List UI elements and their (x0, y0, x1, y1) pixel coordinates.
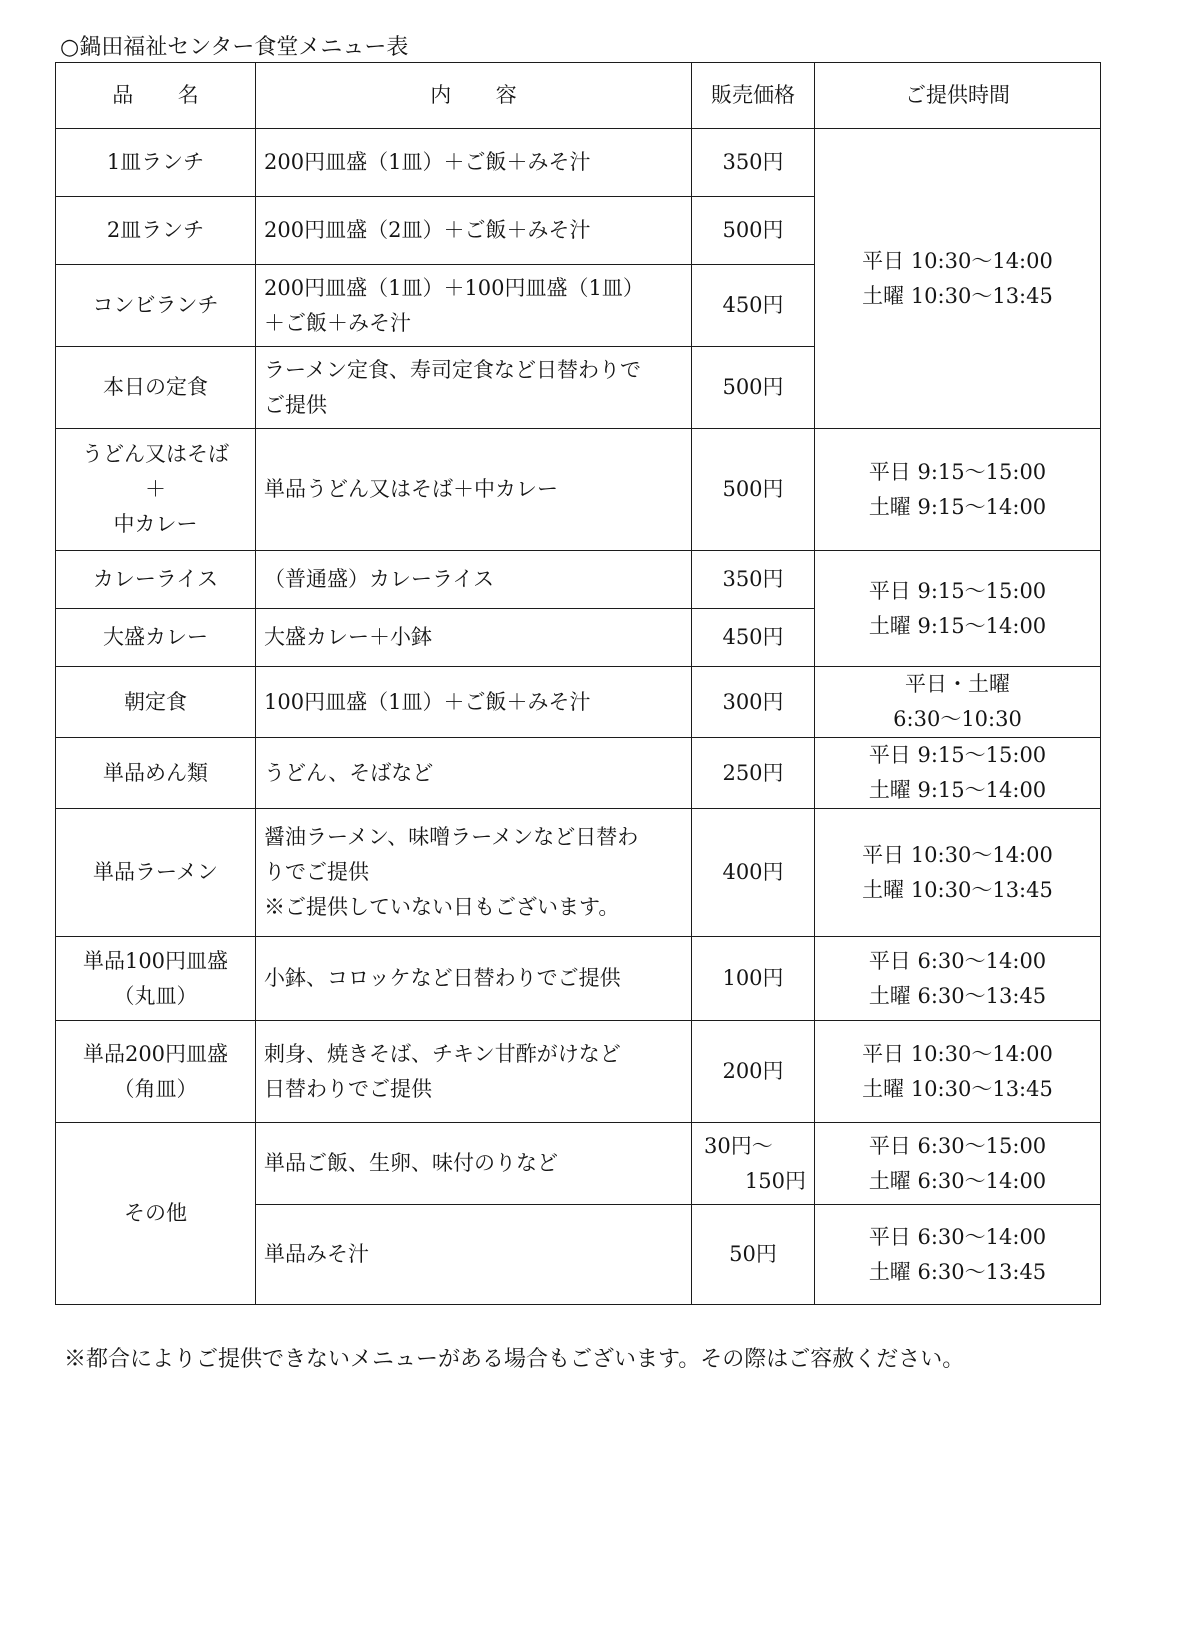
menu-table (55, 62, 1101, 1305)
table-row (56, 937, 1101, 1021)
footnote: ※都合によりご提供できないメニューがある場合もございます。その際はご容赦ください。 (64, 1347, 965, 1372)
item-price: 350円 (692, 129, 815, 197)
item-description: 単品みそ汁 (256, 1205, 692, 1305)
serving-time: 平日 6:30～15:00 土曜 6:30～14:00 (815, 1123, 1101, 1205)
serving-time: 平日 9:15～15:00 土曜 9:15～14:00 (815, 551, 1101, 667)
item-description: 単品うどん又はそば＋中カレー (256, 429, 692, 551)
serving-time: 平日 9:15～15:00 土曜 9:15～14:00 (815, 738, 1101, 809)
item-name: 本日の定食 (56, 347, 256, 429)
item-price: 100円 (692, 937, 815, 1021)
item-name: 朝定食 (56, 667, 256, 738)
item-price: 450円 (692, 265, 815, 347)
item-price: 400円 (692, 809, 815, 937)
item-name: 単品200円皿盛 （角皿） (56, 1021, 256, 1123)
table-row (56, 667, 1101, 738)
header-name: 品 名 (56, 63, 256, 129)
item-price: 500円 (692, 347, 815, 429)
item-price: 450円 (692, 609, 815, 667)
item-price: 200円 (692, 1021, 815, 1123)
serving-time: 平日 6:30～14:00 土曜 6:30～13:45 (815, 1205, 1101, 1305)
item-price: 350円 (692, 551, 815, 609)
item-description: ラーメン定食、寿司定食など日替わりで ご提供 (256, 347, 692, 429)
item-description: 200円皿盛（1皿）＋ご飯＋みそ汁 (256, 129, 692, 197)
item-description: 単品ご飯、生卵、味付のりなど (256, 1123, 692, 1205)
serving-time: 平日 10:30～14:00 土曜 10:30～13:45 (815, 1021, 1101, 1123)
item-name: カレーライス (56, 551, 256, 609)
item-description: 大盛カレー＋小鉢 (256, 609, 692, 667)
item-name: 大盛カレー (56, 609, 256, 667)
table-row (56, 551, 1101, 609)
item-name: その他 (56, 1123, 256, 1305)
table-row (56, 129, 1101, 197)
item-description: 小鉢、コロッケなど日替わりでご提供 (256, 937, 692, 1021)
item-price: 300円 (692, 667, 815, 738)
serving-time: 平日 6:30～14:00 土曜 6:30～13:45 (815, 937, 1101, 1021)
item-description: 200円皿盛（2皿）＋ご飯＋みそ汁 (256, 197, 692, 265)
item-description: 100円皿盛（1皿）＋ご飯＋みそ汁 (256, 667, 692, 738)
header-price: 販売価格 (692, 63, 815, 129)
item-price: 50円 (692, 1205, 815, 1305)
item-description: うどん、そばなど (256, 738, 692, 809)
item-price: 30円～ 150円 (692, 1123, 815, 1205)
document-title: ○鍋田福祉センター食堂メニュー表 (60, 35, 409, 60)
item-description: （普通盛）カレーライス (256, 551, 692, 609)
serving-time: 平日 10:30～14:00 土曜 10:30～13:45 (815, 129, 1101, 429)
serving-time: 平日・土曜 6:30～10:30 (815, 667, 1101, 738)
item-name: うどん又はそば ＋ 中カレー (56, 429, 256, 551)
table-header-row (56, 63, 1101, 129)
item-name: コンビランチ (56, 265, 256, 347)
item-description: 醤油ラーメン、味噌ラーメンなど日替わ りでご提供 ※ご提供していない日もございます。 (256, 809, 692, 937)
item-price: 500円 (692, 197, 815, 265)
item-name: 2皿ランチ (56, 197, 256, 265)
item-name: 単品ラーメン (56, 809, 256, 937)
table-row (56, 429, 1101, 551)
header-time: ご提供時間 (815, 63, 1101, 129)
item-description: 200円皿盛（1皿）＋100円皿盛（1皿） ＋ご飯＋みそ汁 (256, 265, 692, 347)
table-row (56, 738, 1101, 809)
table-row (56, 1123, 1101, 1205)
item-name: 単品100円皿盛 （丸皿） (56, 937, 256, 1021)
serving-time: 平日 9:15～15:00 土曜 9:15～14:00 (815, 429, 1101, 551)
serving-time: 平日 10:30～14:00 土曜 10:30～13:45 (815, 809, 1101, 937)
item-name: 1皿ランチ (56, 129, 256, 197)
table-row (56, 809, 1101, 937)
item-price: 500円 (692, 429, 815, 551)
header-content: 内 容 (256, 63, 692, 129)
item-name: 単品めん類 (56, 738, 256, 809)
item-price: 250円 (692, 738, 815, 809)
table-row (56, 1021, 1101, 1123)
item-description: 刺身、焼きそば、チキン甘酢がけなど 日替わりでご提供 (256, 1021, 692, 1123)
